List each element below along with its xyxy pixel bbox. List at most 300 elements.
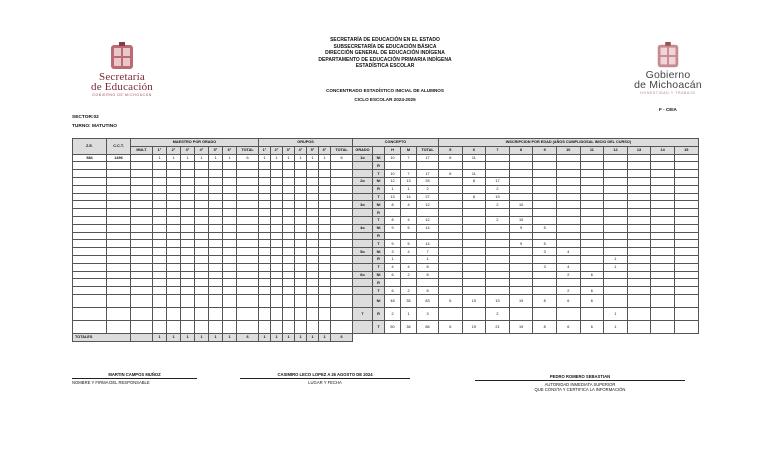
table-cell <box>209 193 223 201</box>
table-cell <box>307 307 319 320</box>
table-cell <box>295 320 307 333</box>
table-cell <box>580 201 604 209</box>
table-cell <box>73 240 107 248</box>
table-cell <box>439 271 463 279</box>
table-cell <box>307 248 319 256</box>
table-cell <box>73 209 107 217</box>
table-cell <box>319 162 331 170</box>
grado-cell <box>353 185 373 193</box>
table-cell <box>209 307 223 320</box>
table-cell <box>283 271 295 279</box>
table-cell: 19 <box>462 320 486 333</box>
table-cell <box>462 307 486 320</box>
table-cell <box>209 201 223 209</box>
table-cell <box>181 185 195 193</box>
table-cell: 8 <box>385 201 401 209</box>
concepto-cell: T <box>373 287 385 295</box>
table-cell <box>181 232 195 240</box>
table-cell <box>651 216 675 224</box>
table-cell <box>167 248 181 256</box>
document-header <box>230 37 540 70</box>
table-cell <box>604 287 628 295</box>
table-cell: 1 <box>209 333 223 341</box>
signature-role: LUGAR Y FECHA <box>308 380 342 385</box>
table-cell <box>401 255 417 263</box>
table-cell <box>319 170 331 178</box>
table-cell <box>131 287 153 295</box>
table-cell <box>401 279 417 287</box>
table-cell <box>651 263 675 271</box>
table-cell <box>237 248 259 256</box>
table-cell <box>373 333 385 341</box>
table-cell <box>131 248 153 256</box>
table-cell <box>651 320 675 333</box>
table-cell <box>167 209 181 217</box>
table-cell <box>237 287 259 295</box>
table-cell <box>627 240 651 248</box>
table-cell <box>283 294 295 307</box>
table-cell <box>259 255 271 263</box>
signature-autoridad <box>475 374 685 392</box>
table-cell <box>331 240 353 248</box>
table-cell <box>604 193 628 201</box>
table-cell <box>533 185 557 193</box>
table-cell <box>651 307 675 320</box>
table-cell <box>107 287 131 295</box>
table-cell <box>533 279 557 287</box>
table-cell <box>509 177 533 185</box>
table-row <box>73 263 699 271</box>
grado-cell: 4o <box>353 224 373 232</box>
table-cell <box>509 232 533 240</box>
table-cell: 9 <box>509 240 533 248</box>
table-cell <box>556 170 580 178</box>
table-cell <box>319 232 331 240</box>
table-cell <box>223 170 237 178</box>
table-cell: 2 <box>556 287 580 295</box>
table-cell: 83 <box>417 294 439 307</box>
table-cell: 1 <box>195 154 209 162</box>
table-cell: 2 <box>486 201 510 209</box>
signature-responsable <box>72 372 197 385</box>
table-row <box>73 320 699 333</box>
table-cell <box>295 279 307 287</box>
table-cell <box>237 224 259 232</box>
table-cell <box>627 177 651 185</box>
column-header: 2° <box>271 146 283 154</box>
table-row <box>73 279 699 287</box>
table-cell <box>195 271 209 279</box>
table-cell <box>271 271 283 279</box>
grado-cell <box>353 255 373 263</box>
table-cell <box>283 287 295 295</box>
table-cell <box>195 201 209 209</box>
table-cell: 5 <box>533 240 557 248</box>
table-cell <box>353 333 373 341</box>
table-cell <box>674 232 698 240</box>
table-cell <box>533 201 557 209</box>
table-cell <box>223 307 237 320</box>
table-cell <box>401 333 417 341</box>
table-cell <box>651 185 675 193</box>
column-header-age: 10 <box>556 146 580 154</box>
column-header: 2° <box>167 146 181 154</box>
table-cell <box>181 209 195 217</box>
table-cell <box>73 170 107 178</box>
table-cell <box>107 320 131 333</box>
table-cell <box>107 177 131 185</box>
table-cell <box>604 216 628 224</box>
table-cell <box>674 170 698 178</box>
table-cell <box>556 307 580 320</box>
column-header: 3° <box>283 146 295 154</box>
table-cell <box>167 320 181 333</box>
table-cell <box>580 154 604 162</box>
table-cell <box>223 224 237 232</box>
table-cell <box>319 248 331 256</box>
table-cell: 1 <box>295 154 307 162</box>
table-cell <box>131 216 153 224</box>
table-row <box>73 333 699 341</box>
table-cell: 584 <box>73 154 107 162</box>
table-cell <box>271 294 283 307</box>
table-cell <box>153 255 167 263</box>
table-cell <box>580 209 604 217</box>
grado-cell: 2o <box>353 177 373 185</box>
table-cell: 6 <box>237 333 259 341</box>
table-cell <box>439 193 463 201</box>
table-cell <box>153 232 167 240</box>
table-cell <box>580 307 604 320</box>
table-cell <box>439 162 463 170</box>
table-cell: 8 <box>417 271 439 279</box>
table-cell <box>167 240 181 248</box>
table-cell <box>627 170 651 178</box>
table-cell: 1 <box>283 333 295 341</box>
column-header-age: 5 <box>439 146 463 154</box>
table-cell <box>319 224 331 232</box>
table-cell <box>237 216 259 224</box>
table-cell <box>153 271 167 279</box>
column-header-age: 9 <box>533 146 557 154</box>
table-cell <box>401 232 417 240</box>
logo-text-line2: de Educación <box>91 81 153 93</box>
table-cell: 6 <box>385 271 401 279</box>
table-cell: 6 <box>439 320 463 333</box>
signature-name: CASIMIRO LECO LOPEZ A 26 AGOSTO DE 2024 <box>240 372 410 379</box>
table-cell <box>153 209 167 217</box>
table-cell: 10 <box>509 216 533 224</box>
table-cell <box>195 320 209 333</box>
table-cell <box>509 209 533 217</box>
table-cell: 50 <box>385 320 401 333</box>
grado-cell <box>353 209 373 217</box>
column-header: 6° <box>223 146 237 154</box>
table-cell <box>167 177 181 185</box>
grado-cell <box>353 162 373 170</box>
table-cell <box>674 224 698 232</box>
table-cell <box>259 177 271 185</box>
table-cell <box>295 224 307 232</box>
table-cell <box>271 279 283 287</box>
table-cell: 12 <box>417 216 439 224</box>
column-header-age: 7 <box>486 146 510 154</box>
column-header: H <box>385 146 401 154</box>
table-cell <box>295 201 307 209</box>
concepto-cell: R <box>373 162 385 170</box>
table-cell: 1 <box>223 333 237 341</box>
table-row <box>73 287 699 295</box>
table-cell <box>107 193 131 201</box>
table-cell <box>209 185 223 193</box>
table-cell <box>509 307 533 320</box>
table-cell <box>131 307 153 320</box>
table-cell <box>181 263 195 271</box>
table-cell: 1 <box>153 154 167 162</box>
table-cell <box>319 287 331 295</box>
table-cell <box>223 248 237 256</box>
table-cell <box>237 185 259 193</box>
table-cell <box>674 240 698 248</box>
table-row <box>73 146 699 154</box>
coat-of-arms-icon <box>107 42 137 72</box>
table-cell <box>131 320 153 333</box>
table-cell <box>223 263 237 271</box>
table-cell <box>131 177 153 185</box>
table-cell: 19 <box>486 193 510 201</box>
table-cell <box>209 177 223 185</box>
table-cell <box>533 170 557 178</box>
table-cell <box>195 263 209 271</box>
table-cell <box>462 224 486 232</box>
table-cell <box>674 209 698 217</box>
coat-of-arms-icon <box>654 42 682 70</box>
concepto-cell: R <box>373 279 385 287</box>
table-cell <box>331 177 353 185</box>
table-cell <box>295 232 307 240</box>
table-cell <box>73 248 107 256</box>
concepto-cell: T <box>373 193 385 201</box>
table-cell <box>153 263 167 271</box>
table-cell: 3 <box>533 263 557 271</box>
table-cell: 1 <box>295 333 307 341</box>
table-cell <box>674 279 698 287</box>
concepto-cell: R <box>373 307 385 320</box>
table-cell: 11 <box>462 154 486 162</box>
table-cell <box>486 333 510 341</box>
table-cell <box>295 287 307 295</box>
table-cell <box>181 224 195 232</box>
table-cell <box>556 201 580 209</box>
table-cell <box>283 255 295 263</box>
table-cell <box>223 320 237 333</box>
table-cell <box>651 248 675 256</box>
table-cell <box>259 224 271 232</box>
table-cell: 10 <box>509 201 533 209</box>
signature-name: MARTIN CAMPOS MUÑOZ <box>72 372 197 379</box>
table-cell: 19 <box>486 294 510 307</box>
table-cell <box>509 263 533 271</box>
table-cell <box>131 193 153 201</box>
table-cell <box>319 279 331 287</box>
table-cell <box>271 193 283 201</box>
column-header: 6° <box>319 146 331 154</box>
header-line: SUBSECRETARÍA DE EDUCACIÓN BÁSICA <box>333 43 437 50</box>
grado-cell <box>353 263 373 271</box>
table-cell <box>73 271 107 279</box>
table-cell: 1 <box>401 185 417 193</box>
table-row <box>73 170 699 178</box>
table-cell <box>674 255 698 263</box>
table-cell <box>237 177 259 185</box>
table-cell <box>271 240 283 248</box>
table-cell <box>107 224 131 232</box>
table-cell <box>181 255 195 263</box>
table-cell <box>195 240 209 248</box>
table-cell <box>259 240 271 248</box>
table-cell <box>674 154 698 162</box>
column-group-maestro: MAESTRO POR GRADO <box>131 139 259 147</box>
table-cell <box>580 248 604 256</box>
table-cell <box>209 232 223 240</box>
concepto-cell: NI <box>373 248 385 256</box>
logo-gobierno-michoacan <box>620 42 716 95</box>
table-cell <box>307 193 319 201</box>
table-cell <box>181 271 195 279</box>
table-cell <box>195 307 209 320</box>
column-header: 1° <box>259 146 271 154</box>
table-cell <box>73 201 107 209</box>
table-cell <box>223 216 237 224</box>
table-cell <box>271 263 283 271</box>
concepto-cell: T <box>373 170 385 178</box>
column-header-ze: Z.E. <box>73 139 107 155</box>
header-line: SECRETARÍA DE EDUCACIÓN EN EL ESTADO <box>330 37 440 43</box>
table-cell <box>195 255 209 263</box>
table-cell <box>307 271 319 279</box>
table-cell <box>627 232 651 240</box>
table-cell <box>73 162 107 170</box>
table-cell <box>153 279 167 287</box>
table-cell <box>439 279 463 287</box>
table-cell <box>209 287 223 295</box>
table-cell <box>223 162 237 170</box>
table-row <box>73 216 699 224</box>
table-cell <box>209 162 223 170</box>
table-cell <box>223 255 237 263</box>
table-cell <box>153 216 167 224</box>
header-line: DIRECCIÓN GENERAL DE EDUCACIÓN INDÍGENA <box>325 50 445 56</box>
table-cell <box>131 201 153 209</box>
table-cell <box>627 320 651 333</box>
table-cell <box>167 170 181 178</box>
table-cell <box>331 201 353 209</box>
table-cell <box>209 170 223 178</box>
table-cell: 2 <box>556 271 580 279</box>
table-cell <box>237 294 259 307</box>
concepto-cell: NI <box>373 294 385 307</box>
table-cell <box>331 185 353 193</box>
table-cell <box>674 263 698 271</box>
table-cell <box>509 287 533 295</box>
table-cell <box>283 320 295 333</box>
table-cell: 4 <box>385 263 401 271</box>
table-cell <box>223 185 237 193</box>
table-cell <box>237 201 259 209</box>
table-cell: 1 <box>385 255 401 263</box>
signature-name: PEDRO ROMERO SEBASTIAN <box>475 374 685 381</box>
table-cell: 1 <box>153 333 167 341</box>
grado-cell <box>353 170 373 178</box>
table-cell <box>237 240 259 248</box>
table-cell <box>237 193 259 201</box>
table-cell: 14 <box>401 193 417 201</box>
table-cell <box>295 193 307 201</box>
table-cell: 36 <box>401 320 417 333</box>
table-cell <box>651 162 675 170</box>
table-cell <box>556 154 580 162</box>
table-cell <box>580 162 604 170</box>
table-cell <box>580 216 604 224</box>
table-cell <box>627 201 651 209</box>
table-cell <box>556 279 580 287</box>
table-cell <box>209 294 223 307</box>
table-cell: 6 <box>580 287 604 295</box>
table-cell <box>295 216 307 224</box>
table-row <box>73 240 699 248</box>
table-cell <box>627 255 651 263</box>
table-cell <box>627 216 651 224</box>
table-cell <box>331 287 353 295</box>
table-cell <box>533 287 557 295</box>
table-cell <box>462 287 486 295</box>
table-cell: 1 <box>307 154 319 162</box>
table-cell <box>283 201 295 209</box>
grado-cell <box>353 240 373 248</box>
table-cell <box>283 170 295 178</box>
column-group-grupos: GRUPOS <box>259 139 353 147</box>
table-cell <box>627 209 651 217</box>
table-cell <box>237 271 259 279</box>
table-cell <box>209 255 223 263</box>
table-cell <box>439 255 463 263</box>
table-cell <box>651 177 675 185</box>
table-cell: 1 <box>181 154 195 162</box>
table-cell <box>439 263 463 271</box>
table-cell <box>283 162 295 170</box>
table-cell <box>259 320 271 333</box>
table-cell <box>223 209 237 217</box>
table-cell <box>131 185 153 193</box>
table-cell <box>627 263 651 271</box>
grado-cell <box>353 193 373 201</box>
concepto-cell: R <box>373 232 385 240</box>
table-cell <box>651 224 675 232</box>
table-cell <box>627 279 651 287</box>
column-header: 3° <box>181 146 195 154</box>
table-cell <box>462 209 486 217</box>
table-cell <box>271 170 283 178</box>
table-cell: 8 <box>533 294 557 307</box>
sector-label: SECTOR:02 <box>72 115 99 120</box>
column-header: M <box>401 146 417 154</box>
table-cell <box>462 279 486 287</box>
table-cell <box>627 154 651 162</box>
table-cell <box>107 209 131 217</box>
table-cell <box>439 232 463 240</box>
signature-role: AUTORIDAD INMEDIATA SUPERIOR <box>544 382 616 387</box>
table-cell <box>131 162 153 170</box>
